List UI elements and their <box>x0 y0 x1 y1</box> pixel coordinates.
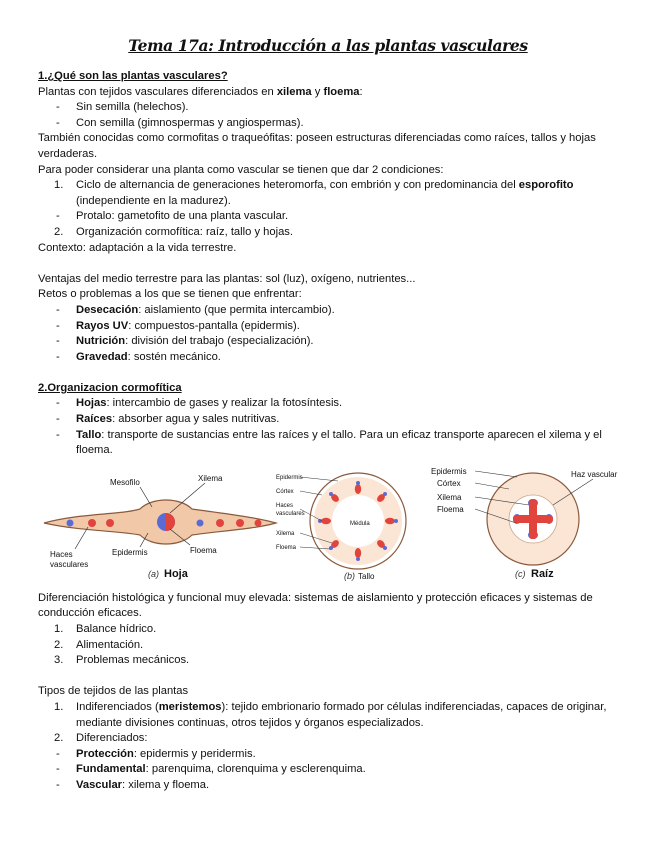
paragraph: Contexto: adaptación a la vida terrestre. <box>38 241 237 254</box>
list-item: 1. Balance hídrico. <box>54 623 157 636</box>
section-2-heading: 2.Organizacion cormofítica <box>38 381 182 394</box>
page-title: Tema 17a: Introducción a las plantas vasculares <box>128 36 528 55</box>
leaf-caption: Hoja <box>164 567 188 580</box>
stem-label-vasculares: vasculares <box>276 510 305 517</box>
paragraph: Para poder considerar una planta como vascular se tienen que dar 2 condiciones: <box>38 163 444 176</box>
paragraph: Diferenciación histológica y funcional muy elevada: sistemas de aislamiento y protección eficaces y sistemas de conducción eficaces. <box>38 591 593 620</box>
leaf-label-vasculares: vasculares <box>50 559 89 569</box>
list-item: - Fundamental: parenquima, clorenquima y esclerenquima. <box>56 763 366 776</box>
root-diagram <box>423 465 618 583</box>
paragraph: Retos o problemas a los que se tienen que enfrentar: <box>38 288 302 301</box>
root-label-haz: Haz vascular <box>571 469 618 479</box>
stem-label-haces: Haces <box>276 502 294 509</box>
list-item: 1. Ciclo de alternancia de generaciones heteromorfa, con embrión y con predominancia del esporofito (independiente en la madurez). <box>54 179 574 207</box>
root-caption-letter: (c) <box>515 568 526 579</box>
list-item: - Protección: epidermis y peridermis. <box>56 747 256 760</box>
stem-label-xilema: Xilema <box>276 530 295 537</box>
list-item: - Raíces: absorber agua y sales nutritivas. <box>56 413 280 426</box>
list-item: 1. Indiferenciados (meristemos): tejido embrionario formado por células indiferenciadas, capaces de originar, mediante divisiones continuas, otros tejidos y órganos especializados. <box>54 701 607 729</box>
cormophyte-figure <box>38 465 618 585</box>
leaf-label-epidermis: Epidermis <box>112 547 148 557</box>
root-label-cortex: Córtex <box>437 478 461 488</box>
intro-paragraph: Plantas con tejidos vasculares diferenciados en xilema y floema: <box>38 85 363 98</box>
list-item: - Con semilla (gimnospermas y angiospermas). <box>56 116 304 129</box>
leaf-diagram <box>40 465 278 583</box>
list-item: - Desecación: aislamiento (que permita intercambio). <box>56 303 335 316</box>
list-item: - Hojas: intercambio de gases y realizar la fotosíntesis. <box>56 397 343 410</box>
stem-caption: Tallo <box>358 571 375 581</box>
list-item: - Nutrición: división del trabajo (especialización). <box>56 335 314 348</box>
stem-diagram <box>274 465 424 583</box>
leaf-label-floema: Floema <box>190 545 217 555</box>
leaf-label-mesofilo: Mesofilo <box>110 477 140 487</box>
stem-label-floema: Floema <box>276 544 297 551</box>
paragraph: Ventajas del medio terrestre para las plantas: sol (luz), oxígeno, nutrientes... <box>38 272 416 285</box>
root-label-epidermis: Epidermis <box>431 466 467 476</box>
stem-label-medula: Médula <box>350 520 370 527</box>
list-item: - Rayos UV: compuestos-pantalla (epidermis). <box>56 319 300 332</box>
paragraph: También conocidas como cormofitas o traqueófitas: poseen estructuras diferenciadas como raíces, tallos y hojas verdaderas. <box>38 132 596 160</box>
list-item: 2. Diferenciados: <box>54 732 148 745</box>
section-1-heading: 1.¿Qué son las plantas vasculares? <box>38 70 228 82</box>
list-item: - Vascular: xilema y floema. <box>56 778 210 791</box>
root-label-xilema: Xilema <box>437 492 462 502</box>
stem-label-epidermis: Epidermis <box>276 474 303 481</box>
document-page <box>38 36 618 794</box>
list-item: - Gravedad: sostén mecánico. <box>56 350 221 363</box>
list-item: - Tallo: transporte de sustancias entre las raíces y el tallo. Para un eficaz transporte aparecen el xilema y el floema. <box>56 428 602 457</box>
stem-caption-letter: (b) <box>344 570 355 581</box>
list-item: 2. Organización cormofítica: raíz, tallo y hojas. <box>54 225 294 238</box>
leaf-label-haces: Haces <box>50 549 73 559</box>
stem-label-cortex: Córtex <box>276 488 294 495</box>
paragraph: Tipos de tejidos de las plantas <box>38 685 189 698</box>
list-item: 3. Problemas mecánicos. <box>54 654 190 667</box>
leaf-caption-letter: (a) <box>148 568 159 579</box>
root-label-floema: Floema <box>437 504 464 514</box>
list-item: - Sin semilla (helechos). <box>56 101 189 114</box>
list-item: 2. Alimentación. <box>54 638 144 651</box>
leaf-label-xilema: Xilema <box>198 473 223 483</box>
root-caption: Raíz <box>531 567 554 580</box>
list-item: - Protalo: gametofito de una planta vascular. <box>56 210 289 223</box>
